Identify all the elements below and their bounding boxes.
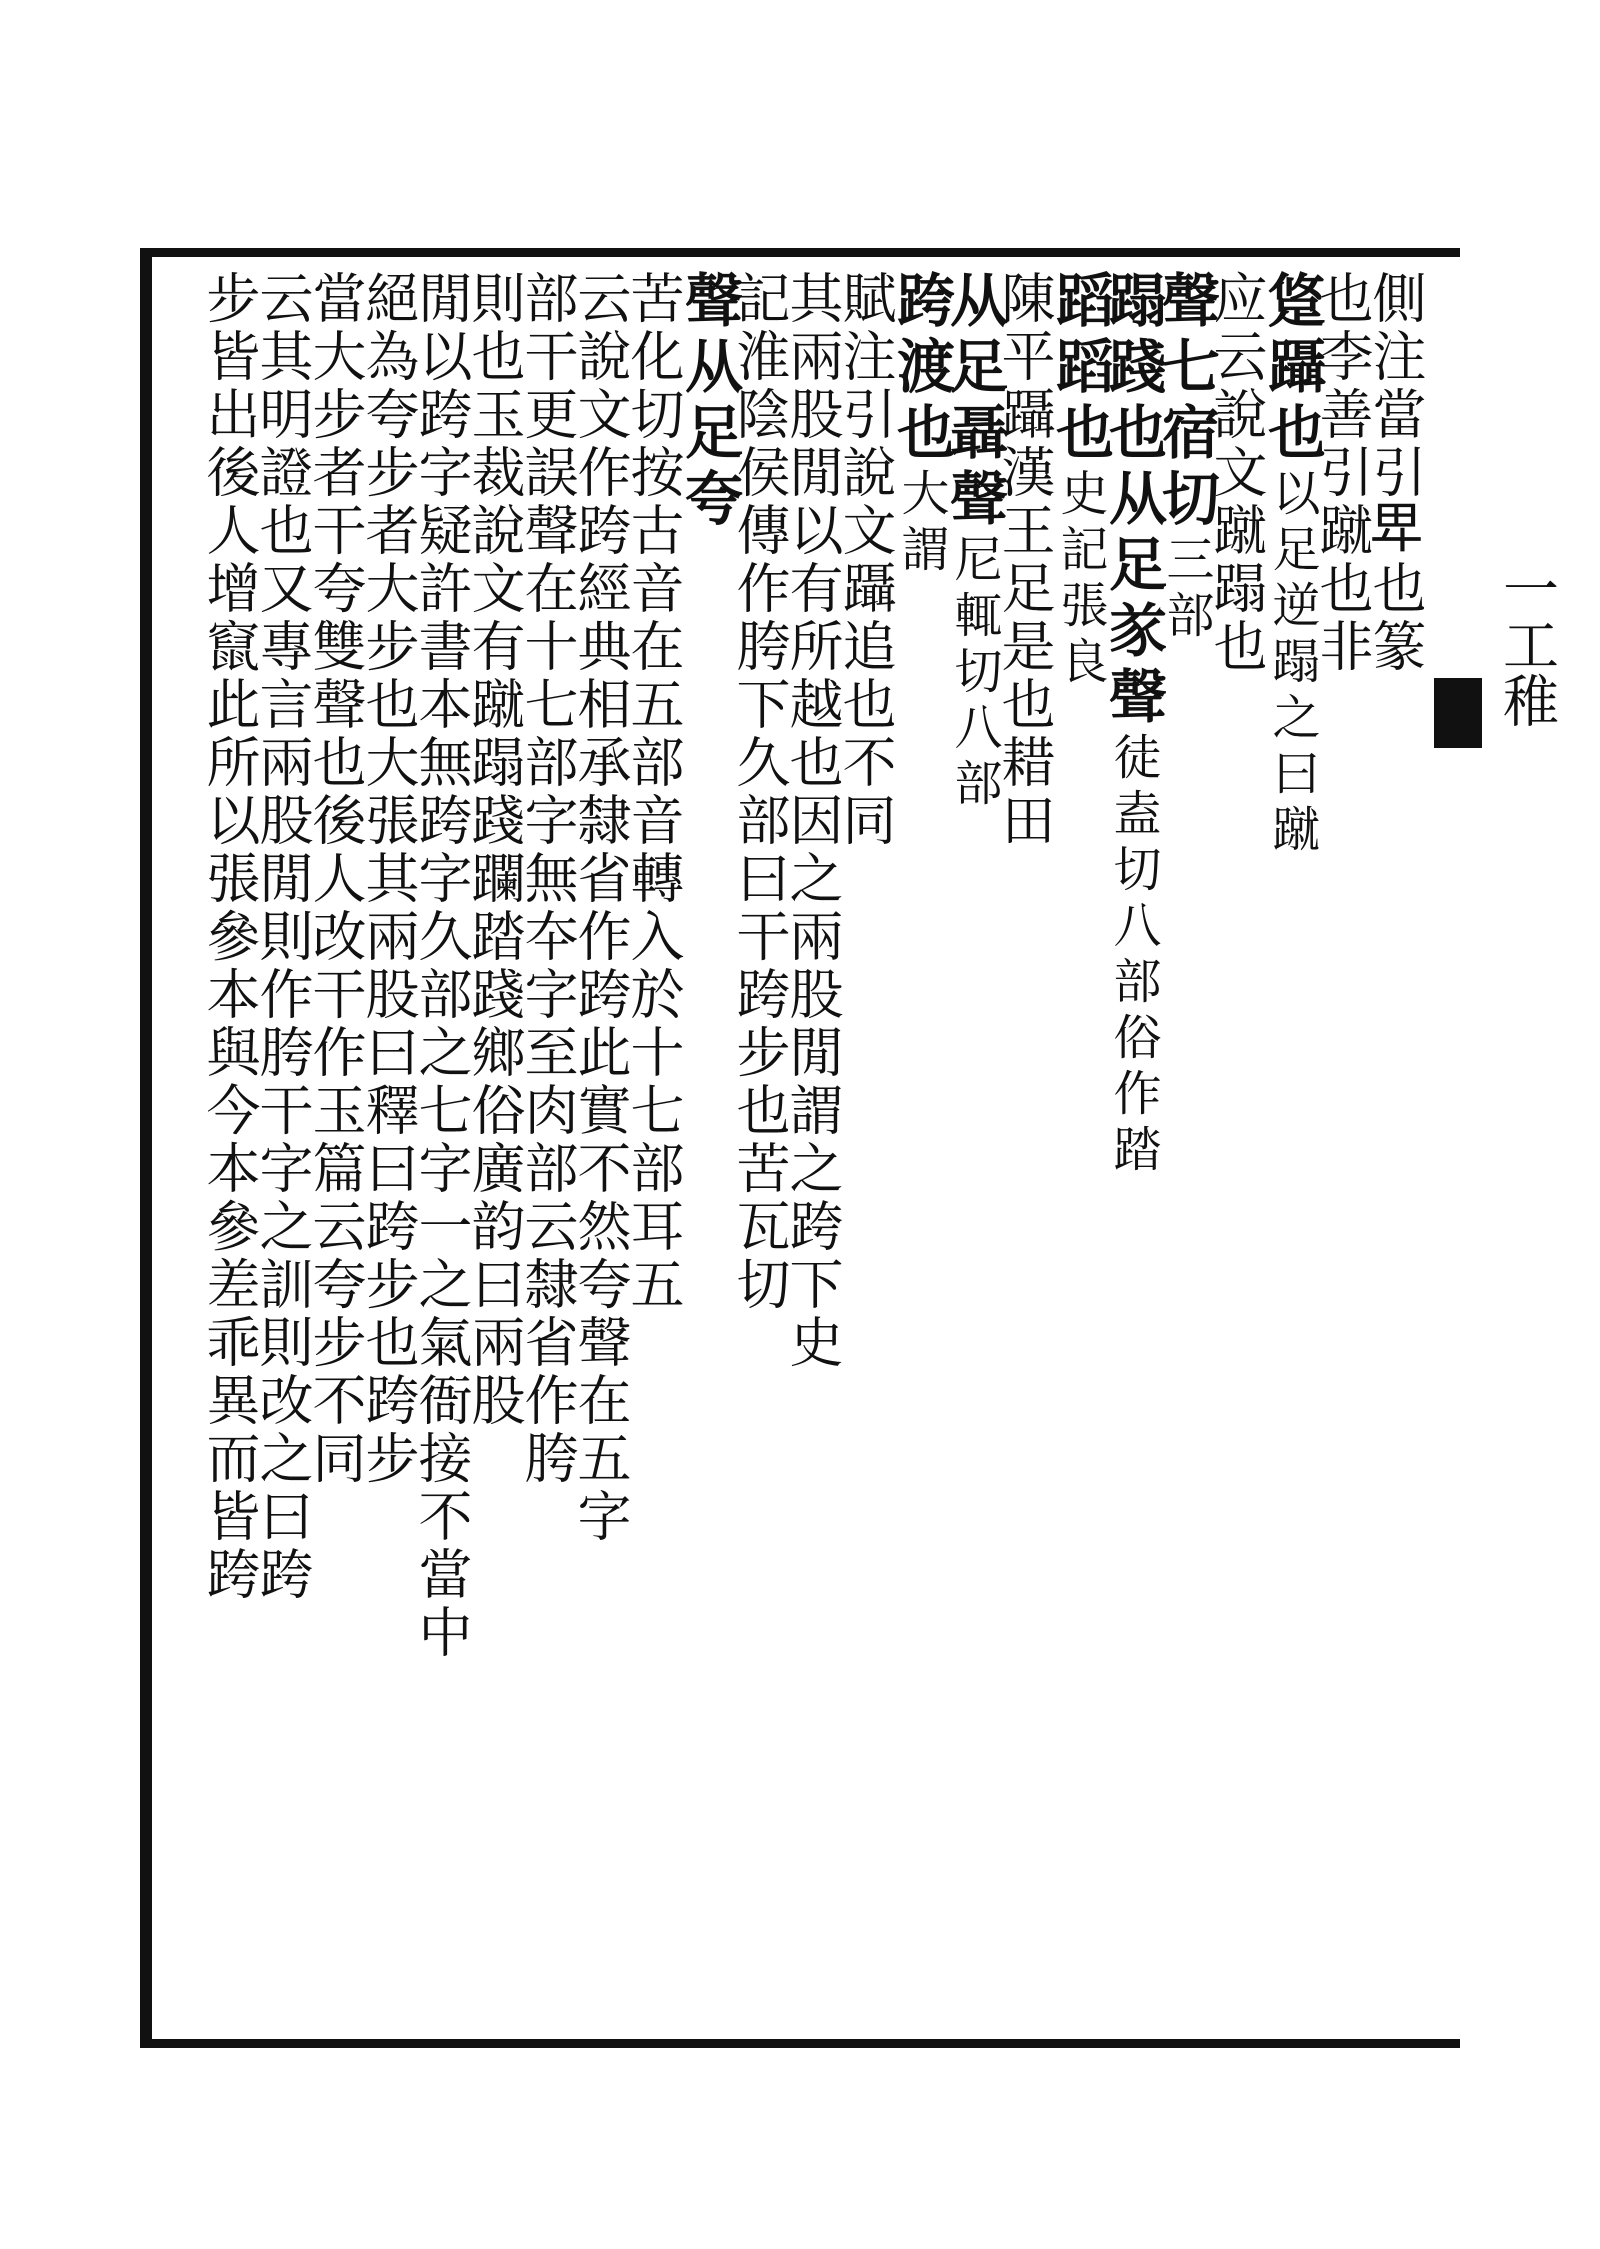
text-column: 賦注引說文躡追也不同 [834,270,897,850]
headword-text: 蹈也 [1046,336,1114,468]
text-column: 部干更誤聲在十七部字無夲字至肉部云隸省作胯 [516,270,579,1488]
text-column: 則也玉裁說文有蹴蹋踐躝踏踐鄉俗廣韵曰兩股 [463,270,526,1430]
annotation-text: 尼輒切八部 [946,534,1002,814]
headword-text: 从足夸 [675,336,743,534]
annotation-text: 三部 [1158,534,1214,646]
headword-text: 踐也从足㒸聲 [1099,336,1167,732]
headword-text: 聲 [1152,270,1220,336]
headword-text: 七宿切 [1152,336,1220,534]
edge-text: 一工稚 [1494,560,1559,728]
text-column: 也李善引蹴也非 [1311,270,1374,676]
text-column: 步皆出後人增竄此所以張參本與今本參差乖異而皆跨 [198,270,261,1604]
headword-text: 渡也 [887,336,955,468]
headword-text: 聲 [675,270,743,336]
text-column: 絕為夸步者大步也大張其兩股曰釋曰跨步也跨步 [357,270,420,1488]
text-column: 云其明證也又專言兩股閒則作胯干字之訓則改之曰跨 [251,270,314,1604]
headword-text: 蹋 [1099,270,1167,336]
headword-text: 跾 [1258,270,1326,336]
annotation-text: 史記張良 [1052,468,1108,692]
annotation-text: 以足逆蹋之曰蹴 [1264,468,1320,860]
text-column: 其兩股閒以有所越也因之兩股閒謂之跨下史 [781,270,844,1372]
annotation-text: 徒盍切八部俗作踏 [1105,732,1161,1180]
text-column: 閒以跨字疑許書本無跨字久部之七字一之氣衙接不當中 [410,270,473,1662]
text-column: 側注當引𤰞也篆 [1364,270,1427,676]
annotation-text: 大謂 [893,468,949,580]
fish-tail-mark [1434,678,1482,748]
text-column: 記淮陰侯傳作胯下久部曰干跨步也苦瓦切 [728,270,791,1314]
text-column: 云說文作跨經典相承隸省作跨此實不然夸聲在五字 [569,270,632,1546]
headword-text: 躡也 [1258,336,1326,468]
text-column: 苦化切按古音在五部音轉入於十七部耳五 [622,270,685,1314]
headword-text: 蹈 [1046,270,1114,336]
headword-text: 从足聶聲 [940,270,1008,534]
headword-text: 跨 [887,270,955,336]
text-column: 应云說文蹴蹋也 [1205,270,1268,676]
text-column: 當大步者干夸雙聲也後人改干作玉篇云夸步不同 [304,270,367,1488]
text-column: 陳平躡漢王足是也耤田 [993,270,1056,850]
